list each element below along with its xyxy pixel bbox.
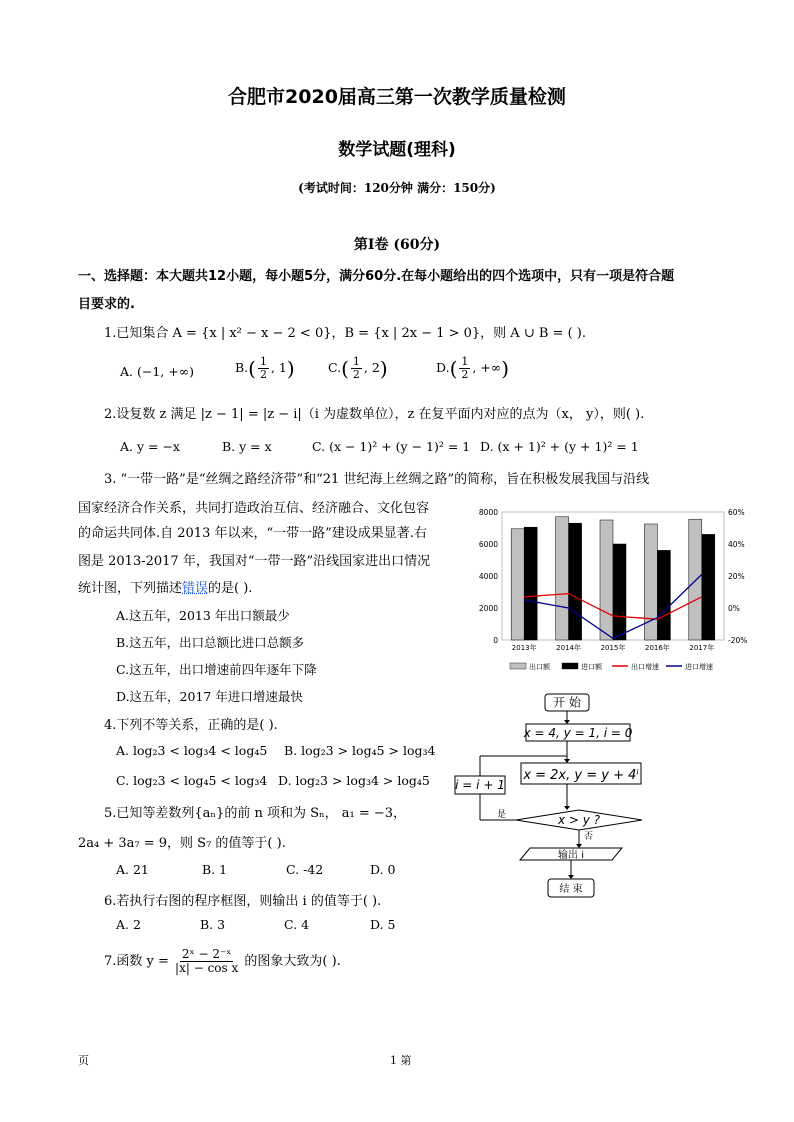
chart-right-tick-label: 20% (728, 572, 745, 581)
q4-option-d: D. log₂3 > log₃4 > log₄5 (278, 773, 430, 788)
flowchart-output-label: 输出 i (558, 850, 584, 861)
q6-option-b: B. 3 (200, 917, 226, 932)
q5-stem2: 2a₄ + 3a₇ = 9，则 S₇ 的值等于( ). (78, 836, 286, 851)
q6-option-c: C. 4 (284, 917, 310, 932)
q2-stem: 2.设复数 z 满足 |z − 1| = |z − i|（i 为虚数单位），z 在复平面内对应的点为（x， y），则( ). (104, 407, 645, 422)
chart-bar-0 (600, 520, 613, 640)
q3-line1: 3. “一带一路”是“丝绸之路经济带”和“21 世纪海上丝绸之路”的简称，旨在积极发展我国与沿线 (104, 472, 650, 487)
chart-right-tick-label: 60% (728, 508, 745, 517)
chart-legend-label: 进口额 (581, 663, 602, 671)
chart-bar-1 (702, 534, 715, 640)
section-instructions-line1: 一、选择题：本大题共12小题，每小题5分，满分60分.在每小题给出的四个选项中，只有一项是符合题 (78, 269, 675, 284)
q5-option-d: D. 0 (370, 862, 396, 877)
chart-x-tick-label: 2016年 (644, 644, 670, 652)
q1-option-b: B.( $\frac{1}{2}$ , 1) (235, 355, 295, 382)
chart-right-tick-label: 0% (728, 604, 740, 613)
chart-bar-0 (689, 519, 702, 640)
chart-bar-0 (556, 517, 569, 640)
q3-line5: 统计图，下列描述错误的是( ). (78, 581, 253, 596)
chart-bar-1 (657, 550, 670, 640)
flowchart-init-label: x = 4, y = 1, i = 0 (523, 726, 633, 740)
q3-option-a: A.这五年，2013 年出口额最少 (116, 608, 290, 623)
q3-emphasis: 错误 (182, 581, 209, 596)
q2-option-b: B. y = x (222, 439, 272, 454)
chart-left-tick-label: 4000 (478, 572, 498, 581)
flowchart-condition-label: x > y ? (557, 813, 601, 827)
flowchart-yes-label: 是 (497, 810, 507, 820)
q5-option-b: B. 1 (202, 862, 228, 877)
q1-option-d: D.( $\frac{1}{2}$ , +∞) (436, 355, 510, 382)
q2-option-c: C. (x − 1)² + (y − 1)² = 1 (312, 439, 471, 454)
flowchart-increment-label: i = i + 1 (455, 778, 505, 792)
q1-option-c: C.( $\frac{1}{2}$ , 2) (328, 355, 388, 382)
chart-bar-1 (569, 523, 582, 640)
section-instructions-line2: 目要求的. (78, 297, 135, 312)
chart-x-tick-label: 2015年 (600, 644, 626, 652)
flowchart-body-label: x = 2x, y = y + 4ⁱ (523, 768, 639, 783)
q6-option-a: A. 2 (116, 917, 141, 932)
page-subtitle: 数学试题(理科) (338, 140, 456, 160)
part-heading: 第Ⅰ卷 (60分) (353, 237, 441, 253)
q4-stem: 4.下列不等关系，正确的是( ). (104, 718, 278, 733)
chart-right-tick-label: -20% (728, 636, 748, 645)
chart-left-tick-label: 8000 (478, 508, 498, 517)
exam-meta: (考试时间：120分钟 满分：150分) (298, 181, 496, 195)
chart-legend-label: 出口额 (529, 663, 550, 671)
trade-chart (462, 500, 772, 680)
chart-legend-swatch (562, 663, 578, 669)
chart-bar-1 (613, 544, 626, 640)
q3-option-c: C.这五年，出口增速前四年逐年下降 (116, 662, 317, 677)
q6-stem: 6.若执行右图的程序框图，则输出 i 的值等于( ). (104, 894, 382, 909)
q1-option-a: A. (−1, +∞) (120, 364, 194, 379)
flowchart (450, 692, 650, 904)
chart-left-tick-label: 6000 (478, 540, 498, 549)
flowchart-start-label: 开 始 (553, 695, 581, 710)
flowchart-end-label: 结 束 (559, 884, 583, 895)
q5-option-a: A. 21 (116, 862, 149, 877)
chart-left-tick-label: 2000 (478, 604, 498, 613)
q2-option-a: A. y = −x (120, 439, 180, 454)
q3-line3: 的命运共同体.自 2013 年以来，“一带一路”建设成果显著.右 (78, 526, 427, 541)
chart-x-tick-label: 2017年 (689, 644, 715, 652)
q5-stem: 5.已知等差数列{aₙ}的前 n 项和为 Sₙ， a₁ = −3， (104, 806, 407, 821)
q2-option-d: D. (x + 1)² + (y + 1)² = 1 (480, 439, 639, 454)
chart-legend-label: 进口增速 (685, 663, 713, 671)
footer-left: 页 (78, 1054, 89, 1067)
q6-option-d: D. 5 (370, 917, 396, 932)
page-number: 1 第 (390, 1054, 412, 1067)
q4-option-a: A. log₂3 < log₃4 < log₄5 (116, 743, 268, 758)
chart-bar-1 (524, 527, 537, 640)
chart-x-tick-label: 2013年 (511, 644, 537, 652)
chart-x-tick-label: 2014年 (556, 644, 582, 652)
chart-right-tick-label: 40% (728, 540, 745, 549)
q1-stem: 1.已知集合 A = {x | x² − x − 2 < 0}，B = {x | 2x − 1 > 0}，则 A ∪ B = ( ). (104, 326, 586, 341)
q3-line2: 国家经济合作关系，共同打造政治互信、经济融合、文化包容 (78, 501, 430, 516)
chart-legend-swatch (510, 663, 526, 669)
q3-option-d: D.这五年，2017 年进口增速最快 (116, 689, 303, 704)
chart-bar-0 (511, 529, 524, 640)
q4-option-c: C. log₂3 < log₄5 < log₃4 (116, 773, 268, 788)
q3-option-b: B.这五年，出口总额比进口总额多 (116, 635, 305, 650)
flowchart-no-label: 否 (584, 832, 594, 842)
chart-legend-label: 出口增速 (631, 663, 659, 671)
q5-option-c: C. -42 (286, 862, 324, 877)
q4-option-b: B. log₂3 > log₄5 > log₃4 (284, 743, 436, 758)
page-title: 合肥市2020届高三第一次教学质量检测 (228, 86, 566, 108)
chart-left-tick-label: 0 (493, 636, 498, 645)
q3-line4: 图是 2013-2017 年，我国对“一带一路”沿线国家进出口情况 (78, 554, 431, 569)
q7-stem: 7.函数 y = $\frac{\text{2ˣ − 2⁻ˣ}}{\text{|x| − cos x}}$ 的图象大致为( ). (104, 947, 341, 976)
